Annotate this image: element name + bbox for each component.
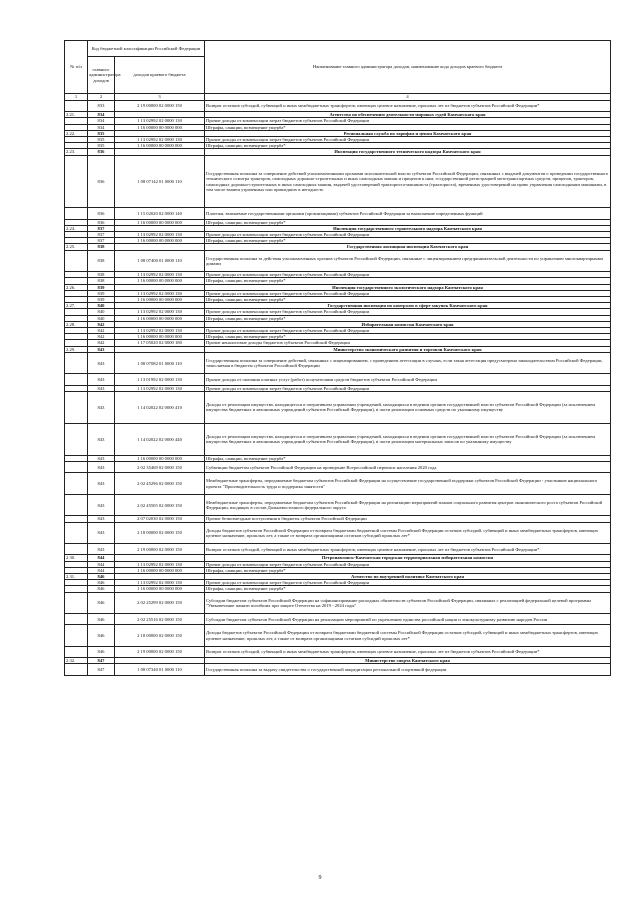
income-name: Государственная пошлина за совершение действий, связанных с лицензированием, с проведением аттестации в случаях, если такая аттестация предусмотрена законодательством Российской Федерации, зачисляемая в бюджеты субъектов Российской Федерации: [205, 352, 611, 374]
income-code: 1 14 02022 02 0000 440: [115, 423, 205, 455]
row-number: 2.23.: [65, 149, 88, 155]
row-number: 2.26.: [65, 284, 88, 290]
income-name: Штрафы, санкции, возмещение ущерба*: [205, 334, 611, 340]
income-code: 1 16 00000 00 0000 000: [115, 586, 205, 592]
admin-code: 837: [88, 225, 115, 231]
admin-code: 834: [88, 118, 115, 124]
income-name: Петропавловск-Камчатская городская территориальная избирательная комиссия: [205, 555, 611, 561]
table-row: [65, 473, 611, 495]
income-name: Штрафы, санкции, возмещение ущерба*: [205, 143, 611, 149]
income-code: 1 16 00000 00 0000 000: [115, 143, 205, 149]
income-name: Платежи, взимаемые государственными органами (организациями) субъектов Российской Федерации за выполнение определенных функций: [205, 208, 611, 219]
admin-code: 846: [88, 574, 115, 580]
table-row: [65, 592, 611, 614]
admin-code: 843: [88, 423, 115, 455]
col-index: 2: [88, 94, 115, 101]
table-row: [65, 522, 611, 544]
income-name: Возврат остатков субсидий, субвенций и иных межбюджетных трансфертов, имеющих целевое назначение, прошлых лет из бюджетов субъектов Российской Федерации*: [205, 544, 611, 555]
admin-code: 843: [88, 352, 115, 374]
income-name: Межбюджетные трансферты, передаваемые бюджетам субъектов Российской Федерации на осуществление государственной поддержки субъектов Российской Федерации - участников национального проекта "Производительность труда и поддержка занятости": [205, 473, 611, 495]
row-number: [65, 374, 88, 385]
row-number: 2.31.: [65, 574, 88, 580]
admin-code: 838: [88, 244, 115, 250]
income-name: Прочие доходы от компенсации затрат бюджетов субъектов Российской Федерации: [205, 580, 611, 586]
income-name: Штрафы, санкции, возмещение ущерба*: [205, 455, 611, 461]
income-code: 2 02 45296 02 0000 150: [115, 473, 205, 495]
page-number: 9: [318, 875, 322, 881]
income-name: Прочие безвозмездные поступления в бюджеты субъектов Российской Федерации: [205, 516, 611, 522]
admin-code: 840: [88, 315, 115, 321]
row-number: [65, 352, 88, 374]
income-name: Прочие доходы от компенсации затрат бюджетов субъектов Российской Федерации: [205, 272, 611, 278]
row-number: 2.28.: [65, 321, 88, 327]
income-code: 1 13 02992 02 0000 130: [115, 137, 205, 143]
admin-code: 840: [88, 303, 115, 309]
income-code: 2 18 00000 02 0000 150: [115, 625, 205, 647]
income-name: Штрафы, санкции, возмещение ущерба*: [205, 219, 611, 225]
income-code: 1 13 02992 02 0000 130: [115, 328, 205, 334]
table-row: [65, 208, 611, 219]
admin-code: 837: [88, 232, 115, 238]
admin-code: 835: [88, 143, 115, 149]
row-number: [65, 544, 88, 555]
table-row: [65, 155, 611, 208]
income-name: Штрафы, санкции, возмещение ущерба*: [205, 238, 611, 244]
admin-code: 840: [88, 309, 115, 315]
table-row: [65, 625, 611, 647]
income-name: Возврат остатков субсидий, субвенций и иных межбюджетных трансфертов, имеющих целевое назначение, прошлых лет из бюджетов субъектов Российской Федерации*: [205, 101, 611, 112]
col-index: 4: [205, 94, 611, 101]
income-code: 1 13 02992 02 0000 130: [115, 561, 205, 567]
admin-code: 844: [88, 555, 115, 561]
income-name: Государственная инспекция по контролю в сфере закупок Камчатского края: [205, 303, 611, 309]
income-name: Министерство спорта Камчатского края: [205, 658, 611, 664]
row-number: [65, 208, 88, 219]
row-number: [65, 625, 88, 647]
income-code: 1 16 00000 00 0000 000: [115, 297, 205, 303]
income-name: Прочие доходы от компенсации затрат бюджетов субъектов Российской Федерации: [205, 290, 611, 296]
income-code: 1 08 07082 01 0000 110: [115, 352, 205, 374]
income-name: Прочие доходы от компенсации затрат бюджетов субъектов Российской Федерации: [205, 328, 611, 334]
income-name: Прочие доходы от компенсации затрат бюджетов субъектов Российской Федерации: [205, 137, 611, 143]
income-name: Доходы от реализации имущества, находящегося в оперативном управлении учреждений, находящихся в ведении органов государственной власти субъектов Российской Федерации (за исключением имущества бюджетных и автономных учреждений субъектов Российской Федерации), в части реализации основных средств по указанному имуществу: [205, 391, 611, 423]
col-header-income: доходов краевого бюджета: [115, 57, 205, 94]
income-code: 2 02 25516 02 0000 150: [115, 614, 205, 625]
income-code: 1 13 02992 02 0000 130: [115, 272, 205, 278]
income-name: Доходы от реализации имущества, находящегося в оперативном управлении учреждений, находящихся в ведении органов государственной власти субъектов Российской Федерации (за исключением имущества бюджетных и автономных учреждений субъектов Российской Федерации), в части реализации материальных запасов по указанному имуществу: [205, 423, 611, 455]
col-index: 3: [115, 94, 205, 101]
income-code: 2 19 00000 02 0000 150: [115, 101, 205, 112]
col-header-code-group: Код бюджетной классификации Российской Федерации: [88, 41, 205, 57]
income-code: 2 02 45505 02 0000 150: [115, 494, 205, 516]
income-name: Субсидии бюджетам субъектов Российской Федерации на реализацию мероприятий по укреплению единства российской нации и этнокультурному развитию народов России: [205, 614, 611, 625]
admin-code: 842: [88, 340, 115, 346]
income-name: Штрафы, санкции, возмещение ущерба*: [205, 586, 611, 592]
admin-code: 838: [88, 250, 115, 272]
admin-code: 847: [88, 658, 115, 664]
row-number: 2.24.: [65, 225, 88, 231]
admin-code: 838: [88, 272, 115, 278]
admin-code: 838: [88, 278, 115, 284]
income-code: 2 07 02030 02 0000 150: [115, 516, 205, 522]
table-row: [65, 614, 611, 625]
admin-code: 846: [88, 625, 115, 647]
col-index: 1: [65, 94, 88, 101]
income-name: Министерство экономического развития и торговли Камчатского края: [205, 346, 611, 352]
row-number: [65, 664, 88, 675]
income-name: Прочие доходы от компенсации затрат бюджетов субъектов Российской Федерации: [205, 385, 611, 391]
income-name: Штрафы, санкции, возмещение ущерба*: [205, 567, 611, 573]
admin-code: 846: [88, 646, 115, 657]
income-name: Региональная служба по тарифам и ценам Камчатского края: [205, 130, 611, 136]
admin-code: 843: [88, 462, 115, 473]
income-code: 1 13 02992 02 0000 130: [115, 309, 205, 315]
income-code: 1 15 02020 02 0000 140: [115, 208, 205, 219]
col-header-number: № п/п: [65, 41, 88, 94]
income-name: Возврат остатков субсидий, субвенций и иных межбюджетных трансфертов, имеющих целевое назначение, прошлых лет из бюджетов субъектов Российской Федерации*: [205, 646, 611, 657]
income-name: Межбюджетные трансферты, передаваемые бюджетам субъектов Российской Федерации на реализацию мероприятий планов социального развития центров экономического роста субъектов Российской Федерации, входящих в состав Дальневосточного федерального округа: [205, 494, 611, 516]
admin-code: 836: [88, 155, 115, 208]
income-name: Государственная пошлина за действия уполномоченных органов субъектов Российской Федерации, связанные с лицензированием предпринимательской деятельности по управлению многоквартирными домами: [205, 250, 611, 272]
income-code: 1 17 05020 02 0000 180: [115, 340, 205, 346]
income-name: Штрафы, санкции, возмещение ущерба*: [205, 124, 611, 130]
income-name: Доходы бюджетов субъектов Российской Федерации от возврата бюджетами бюджетной системы Российской Федерации остатков субсидий, субвенций и иных межбюджетных трансфертов, имеющих целевое назначение, прошлых лет, а также от возврата организациями остатков субсидий прошлых лет*: [205, 522, 611, 544]
table-row: [65, 462, 611, 473]
table-row: [65, 101, 611, 112]
admin-code: 842: [88, 321, 115, 327]
admin-code: 839: [88, 284, 115, 290]
admin-code: 842: [88, 334, 115, 340]
row-number: [65, 494, 88, 516]
income-code: 1 13 02992 02 0000 130: [115, 290, 205, 296]
row-number: [65, 391, 88, 423]
income-name: Агентство по внутренней политике Камчатского края: [205, 574, 611, 580]
income-name: Доходы бюджетов субъектов Российской Федерации от возврата бюджетами бюджетной системы Российской Федерации остатков субсидий, субвенций и иных межбюджетных трансфертов, имеющих целевое назначение, прошлых лет, а также от возврата организациями остатков субсидий прошлых лет*: [205, 625, 611, 647]
income-name: Инспекция государственного строительного надзора Камчатского края: [205, 225, 611, 231]
row-number: [65, 155, 88, 208]
income-code: 1 16 00000 00 0000 000: [115, 567, 205, 573]
admin-code: 843: [88, 391, 115, 423]
admin-code: 835: [88, 130, 115, 136]
table-row: [65, 352, 611, 374]
admin-code: 833: [88, 101, 115, 112]
income-code: 1 08 07400 01 0000 110: [115, 250, 205, 272]
row-number: 2.25.: [65, 244, 88, 250]
income-code: 2 18 00000 02 0000 150: [115, 522, 205, 544]
table-row: [65, 250, 611, 272]
income-code: 1 13 02992 02 0000 130: [115, 232, 205, 238]
income-code: 2 02 25299 02 0000 150: [115, 592, 205, 614]
income-name: Штрафы, санкции, возмещение ущерба*: [205, 278, 611, 284]
income-code: 2 19 00000 02 0000 150: [115, 646, 205, 657]
income-name: Субвенции бюджетам субъектов Российской Федерации на проведение Всероссийской переписи населения 2020 года: [205, 462, 611, 473]
admin-code: 843: [88, 522, 115, 544]
admin-code: 843: [88, 455, 115, 461]
admin-code: 836: [88, 219, 115, 225]
row-number: [65, 101, 88, 112]
income-code: 2 19 00000 02 0000 150: [115, 544, 205, 555]
admin-code: 843: [88, 544, 115, 555]
admin-code: 843: [88, 385, 115, 391]
admin-code: 837: [88, 238, 115, 244]
admin-code: 844: [88, 567, 115, 573]
table-row: [65, 391, 611, 423]
income-code: 1 16 00000 00 0000 000: [115, 219, 205, 225]
income-code: 1 14 02022 02 0000 410: [115, 391, 205, 423]
row-number: [65, 592, 88, 614]
admin-code: 843: [88, 374, 115, 385]
income-name: Штрафы, санкции, возмещение ущерба*: [205, 315, 611, 321]
admin-code: 846: [88, 614, 115, 625]
table-row: [65, 494, 611, 516]
income-name: Прочие доходы от оказания платных услуг (работ) получателями средств бюджетов субъектов Российской Федерации: [205, 374, 611, 385]
row-number: 2.27.: [65, 303, 88, 309]
admin-code: 844: [88, 561, 115, 567]
row-number: [65, 646, 88, 657]
admin-code: 834: [88, 124, 115, 130]
income-name: Инспекция государственного экологического надзора Камчатского края: [205, 284, 611, 290]
row-number: 2.21.: [65, 112, 88, 118]
admin-code: 834: [88, 112, 115, 118]
income-code: 1 13 02992 02 0000 130: [115, 385, 205, 391]
table-row: [65, 646, 611, 657]
admin-code: 836: [88, 208, 115, 219]
admin-code: 843: [88, 516, 115, 522]
income-name: Государственная пошлина за совершение действий уполномоченными органами исполнительной власти субъектов Российской Федерации, связанных с выдачей документов о проведении государственного технического осмотра тракторов, самоходных дорожно-строительных и иных самоходных машин и прицепов к ним, государственной регистрацией мототранспортных средств, прицепов, тракторов, самоходных дорожно-строительных и иных самоходных машин, выдачей удостоверений тракториста-машиниста (тракториста), временных удостоверений на право управления самоходными машинами, в том числе взамен утраченных или пришедших в негодность: [205, 155, 611, 208]
income-code: 1 16 00000 00 0000 000: [115, 315, 205, 321]
income-code: 1 13 02992 02 0000 130: [115, 118, 205, 124]
row-number: [65, 250, 88, 272]
col-header-admin: главного администратора доходов: [88, 57, 115, 94]
income-code: 1 16 00000 00 0000 000: [115, 238, 205, 244]
admin-code: 846: [88, 592, 115, 614]
admin-code: 843: [88, 473, 115, 495]
admin-code: 839: [88, 290, 115, 296]
admin-code: 846: [88, 586, 115, 592]
row-number: 2.29.: [65, 346, 88, 352]
admin-code: 843: [88, 346, 115, 352]
income-code: 1 08 07340 01 0000 110: [115, 664, 205, 675]
income-name: Прочие доходы от компенсации затрат бюджетов субъектов Российской Федерации: [205, 309, 611, 315]
table-row: [65, 423, 611, 455]
income-code: 1 13 01992 02 0000 130: [115, 374, 205, 385]
income-name: Прочие доходы от компенсации затрат бюджетов субъектов Российской Федерации: [205, 561, 611, 567]
table-row: [65, 664, 611, 675]
budget-code-table: [64, 40, 611, 676]
income-name: Агентство по обеспечению деятельности мировых судей Камчатского края: [205, 112, 611, 118]
admin-code: 842: [88, 328, 115, 334]
admin-code: 847: [88, 664, 115, 675]
table-body: [65, 101, 611, 676]
income-name: Избирательная комиссия Камчатского края: [205, 321, 611, 327]
income-name: Прочие доходы от компенсации затрат бюджетов субъектов Российской Федерации: [205, 232, 611, 238]
income-code: 1 16 00000 00 0000 000: [115, 455, 205, 461]
admin-code: 846: [88, 580, 115, 586]
row-number: [65, 614, 88, 625]
admin-code: 839: [88, 297, 115, 303]
income-name: Инспекция государственного технического надзора Камчатского края: [205, 149, 611, 155]
income-code: 1 16 00000 00 0000 000: [115, 334, 205, 340]
admin-code: 835: [88, 137, 115, 143]
row-number: [65, 423, 88, 455]
income-code: 1 08 07142 01 0000 110: [115, 155, 205, 208]
income-name: Штрафы, санкции, возмещение ущерба*: [205, 297, 611, 303]
income-name: Государственная пошлина за выдачу свидетельства о государственной аккредитации региональной спортивной федерации: [205, 664, 611, 675]
income-code: 2 02 35469 02 0000 150: [115, 462, 205, 473]
income-name: Государственная жилищная инспекция Камчатского края: [205, 244, 611, 250]
row-number: [65, 522, 88, 544]
income-name: Субсидии бюджетам субъектов Российской Федерации на софинансирование расходных обязательств субъектов Российской Федерации, связанных с реализацией федеральной целевой программы "Увековечение памяти погибших при защите Отечества на 2019 - 2024 годы": [205, 592, 611, 614]
income-code: 1 13 02992 02 0000 130: [115, 580, 205, 586]
row-number: [65, 462, 88, 473]
income-code: 1 16 00000 00 0000 000: [115, 124, 205, 130]
row-number: [65, 473, 88, 495]
table-row: [65, 374, 611, 385]
admin-code: 836: [88, 149, 115, 155]
income-name: Прочие неналоговые доходы бюджетов субъектов Российской Федерации: [205, 340, 611, 346]
col-header-name: Наименование главного администратора доходов, наименование кода доходов краевого бюджета: [205, 41, 611, 94]
row-number: 2.22.: [65, 130, 88, 136]
admin-code: 843: [88, 494, 115, 516]
table-row: [65, 544, 611, 555]
income-name: Прочие доходы от компенсации затрат бюджетов субъектов Российской Федерации: [205, 118, 611, 124]
income-code: 1 16 00000 00 0000 000: [115, 278, 205, 284]
row-number: 2.30.: [65, 555, 88, 561]
row-number: 2.32.: [65, 658, 88, 664]
